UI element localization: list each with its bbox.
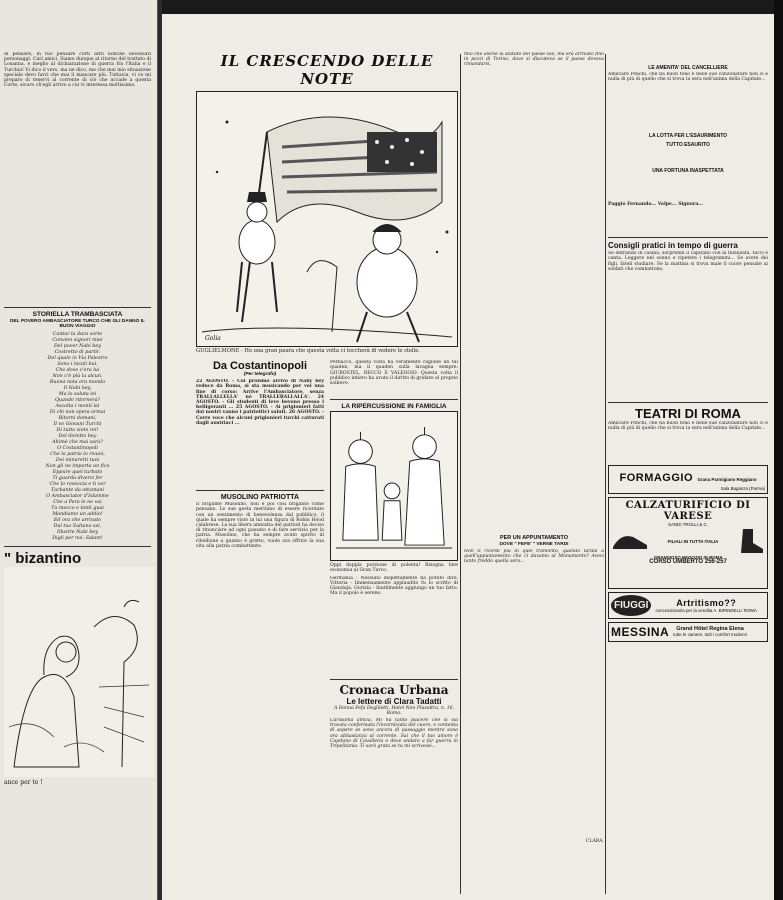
classifica: Paggio Fernando... Volpe... Signora... bbox=[608, 202, 704, 207]
poem-line: Del doretto bey bbox=[58, 434, 97, 439]
ripercussione-title: LA RIPERCUSSIONE IN FAMIGLIA bbox=[341, 403, 447, 411]
left-bottom-illustration bbox=[4, 567, 154, 777]
ad-formaggio bbox=[608, 465, 768, 494]
ad-artritismo-sub: concessionaria per la vendita A. BIRINDELLI ROMA bbox=[655, 608, 757, 614]
musolino-body: Il brigante Musolino, non è poi così brigante come pensano. Le sue gesta meritano di essere ricordate con un sentimento di benevolenza dal pubblico, il quale ha sempre visto in lui una figura di Robin Hood calabrese. La sua libera amnistia del patrioti ha deciso di rinunciare ad ogni passato e di fare servizio per la patria. Musolino, che ha sempre avuto spirito di ribellione a quanto è gretto, vuole ora offrire la sua vita alla patria combattente. bbox=[196, 502, 324, 549]
letters-title: Le lettere di Clara Tadatti bbox=[346, 696, 442, 706]
poem-line: Ahimè che mai sarà? bbox=[52, 440, 103, 445]
poem-line: Dei minaretti tuoi bbox=[55, 458, 100, 463]
poem-line: Sono i locali bui, bbox=[57, 362, 98, 367]
ripercussione-body: Germania - Nessuno dispettamente ha potuto dire. Vittoria - Immensamente applaudito fu lo scritto di Gianduja. Gorizia - Inutilmente aggiungo un tuo fatto. Ma il popolo è sereno. bbox=[330, 575, 458, 597]
ad-artritismo bbox=[608, 592, 768, 619]
ad-messina-hotel: Grand Hôtel Regina Elena bbox=[676, 626, 744, 633]
poem-line: Buona nota era mondo bbox=[49, 380, 106, 385]
column-rule bbox=[605, 54, 606, 894]
right-col-text: mio che anche la statuto del paese oso, ma era arrivato fino in pezzi di Torino, dove si discuteva se il paese doveva rimandarsi. bbox=[464, 52, 604, 68]
poem-line: Turbante da ottomani bbox=[50, 488, 104, 493]
ad-calzaturificio-negozio: GRANDIOSO NEGOZIO IN ROMA bbox=[653, 555, 723, 561]
ad-calzaturificio-filiali: FILIALI IN TUTTA ITALIA bbox=[667, 538, 719, 544]
lotta-title: LA LOTTA PER L'ESAURIMENTO bbox=[648, 133, 728, 139]
letters-body: Carissima amica, Mi ha tanto piacere che si sia trovata confermata l'incorniciata del cuore, e contenta di sapere se sono ancora di passaggio mentre sono ora abbastanza al corrente. Sai che il tuo amore è Capitano di Cavalleria e deve andare a far guerra in Tripolitania. Ti sarò grata se tu mi scrivessi... bbox=[330, 718, 458, 750]
fortuna-title: UNA FORTUNA INASPETTATA bbox=[652, 168, 724, 174]
divider bbox=[330, 399, 458, 400]
ripercussione-illustration bbox=[330, 411, 458, 561]
poem-line: Ritorni domani, bbox=[58, 416, 97, 421]
poem-line: Dal tuo Sultano sei, bbox=[53, 524, 102, 529]
ad-messina-title: MESSINA bbox=[611, 625, 670, 640]
poem-line: Del quale in Via Palestro bbox=[47, 356, 108, 361]
poem-line: Cantar la dura sorte bbox=[52, 332, 103, 337]
left-poem bbox=[4, 332, 151, 542]
divider bbox=[196, 490, 324, 491]
left-opening-text: di pensare, in tuo pensare corti altri nonché necessari personaggi. Cari amici, Siamo dunque al ritorno del trattato di Losanna, e meglio al dichiarazione di guerra fra l'Italia e il Turchia! Vi dico il vero, ma ne dico, me che mai mio situazione speciale devo farvi che mai il mancare più. Tuttavia, vi ce mi preparo di tenervi al corrente di ciò che accade a questa Corte, sicuro ch'egli arrivo a cui vi interessa moltissimo. bbox=[4, 52, 151, 89]
poem-line: Quando ritornerà? bbox=[54, 398, 101, 403]
poem-line: Ascolta i monti lai bbox=[55, 404, 100, 409]
column-rule bbox=[460, 54, 461, 894]
poem-line: Mandiamo un addio! bbox=[52, 512, 103, 517]
poem-line: Tu mocco e tanti guai bbox=[51, 506, 104, 511]
cartoon-frame bbox=[196, 91, 458, 347]
poem-line: Non gli ne importa un fico bbox=[45, 464, 110, 469]
poem-line: Ed ora che arrivato bbox=[53, 518, 102, 523]
left-bottom-caption: ance per te ! bbox=[4, 779, 43, 786]
poem-line: Costretto di partir. bbox=[54, 350, 101, 355]
divider bbox=[4, 307, 151, 308]
poem-line: O Ambasciator d'Islamme bbox=[46, 494, 109, 499]
poem-line: Illustre Nabi bey bbox=[57, 530, 98, 535]
teatri-title: TEATRI DI ROMA bbox=[635, 406, 741, 422]
poem-line: Il vo Giovani Turchi bbox=[53, 422, 102, 427]
column-center bbox=[464, 52, 604, 844]
poem-line: Eppure quel turbato bbox=[52, 470, 103, 475]
cartoon-illustration bbox=[197, 92, 457, 346]
poem-line: Che lo rovescia e ti ver bbox=[49, 482, 106, 487]
page-edge bbox=[774, 0, 783, 900]
consigli-title: Consigli pratici in tempo di guerra bbox=[608, 241, 738, 251]
poem-line: Di tutto siete rei! bbox=[56, 428, 99, 433]
ad-messina-sub: tutte le camere, tutti i comfort moderni bbox=[673, 632, 747, 638]
boot-icon bbox=[735, 527, 765, 555]
middle-top-text: Perbacco, questa volta ha veramente ragione un tal quaden, ma il quaden sulla lavagna sempre: GIUBOSTEL, RECCO E VALEGGIO. Questa volta il pubblico intiero ha avuto il diritto di gridare al proprio sollievo. bbox=[330, 360, 458, 387]
costantinopoli-title: Da Costantinopoli bbox=[212, 360, 308, 373]
appuntamento-title: PER UN APPUNTAMENTO bbox=[499, 535, 569, 541]
costantinopoli-subtitle: (Per telegrafo) bbox=[243, 372, 277, 378]
letter-signature: CLARA. bbox=[585, 839, 604, 844]
notes-text bbox=[608, 72, 768, 130]
poem-line: Che a Pera le ne vai bbox=[53, 500, 102, 505]
left-page bbox=[0, 0, 158, 900]
appuntamento-body: Non ti ricordi più di quel tramonto, quando tardai a quell'appuntamento che ci davamo al Monumento? Avevi tanto freddo quella sera... bbox=[464, 549, 604, 565]
ad-formaggio-sub: Grana Parmigiano Reggiano bbox=[697, 477, 757, 483]
notes-title: LE AMENITA' DEL CANCELLIERE bbox=[648, 65, 728, 71]
ad-formaggio-addr: Sala Baganza (Parma) bbox=[720, 486, 765, 492]
poem-line: Non c'è più la alcun. bbox=[52, 374, 103, 379]
poem-line: Che dove c'era lui bbox=[55, 368, 100, 373]
cartoon-caption: GUGLIELMONE - Ho una gran paura che questa volta ci toccherà di vedere le stelle. bbox=[196, 348, 420, 354]
notes-body: Amilcare Ponchi, che ha buon tono e nelle sue canzonature non ci è nulla di più di quello che si trova la sera nell'anima della Capitale... bbox=[608, 72, 768, 83]
cartoon-signature: Golia bbox=[205, 335, 221, 342]
column-left bbox=[196, 52, 458, 832]
poem-line: O Costantinopoli bbox=[57, 446, 98, 451]
column-right bbox=[608, 62, 768, 645]
musolino-title: MUSOLINO PATRIOTTA bbox=[220, 494, 300, 502]
ad-artritismo-title: Artritismo?? bbox=[676, 598, 737, 609]
poem-line: Di chi non spera ormai bbox=[49, 410, 106, 415]
divider bbox=[330, 679, 458, 680]
poem-line: Digli per noi: Salam! bbox=[52, 536, 103, 541]
ad-messina bbox=[608, 622, 768, 642]
main-page bbox=[162, 14, 774, 900]
shoe-icon bbox=[611, 529, 651, 553]
appuntamento-subtitle: DOVE " FEFE' " VERNE TARDI bbox=[499, 542, 569, 547]
ad-fiuggi: FIUGGI bbox=[611, 595, 651, 616]
poem-line: Ti guarda diversi fer bbox=[52, 476, 103, 481]
ripercussione-caption: Oppi doppia porzione di polenta! Bisogna fare economia al Gran Turco. bbox=[330, 563, 458, 574]
ad-calzaturificio-sub: SANDI TROLLI & C. bbox=[668, 522, 708, 528]
divider bbox=[608, 402, 768, 403]
left-section-subtitle: DEL POVERO AMBASCIATORE TURCO CHE GLI DANNO IL BUON VIAGGIO bbox=[10, 319, 145, 329]
costantinopoli-body: 22 AGOSTO. - Col proismo arrivo di Naby bey reduce da Roma, si sta musicando per voi una fine di corso: Arrive l'Ambasciatore, senza TRALLALLELLA' né TRALLERALLALLA'. 24 AGOSTO. - Gli studenti di leve bevono presso i belligeranti ... 25 AGOSTO. - Ai prigionieri fatti dai nostri vanno i patriottici saluti. 26 AGOSTO. - Corre voce che alcuni prigionieri turchi catturati dagli austriaci ... bbox=[196, 379, 324, 426]
left-bottom-headline: " bizantino bbox=[4, 550, 82, 567]
poem-line: Ma lo saluta lei bbox=[58, 392, 97, 397]
poem-line: Che la patria lo rivuoi, bbox=[50, 452, 105, 457]
cronaca-title: Cronaca Urbana bbox=[339, 682, 449, 697]
teatri-body: Amilcare Ponchi, che ha buon tono e nelle sue canzonature non ci è nulla di più di quello che si trova la sera nell'anima della Capitale... bbox=[608, 421, 768, 432]
ad-formaggio-title: FORMAGGIO bbox=[619, 472, 694, 485]
ad-calzaturificio bbox=[608, 497, 768, 589]
poem-line: Il Nabi bey, bbox=[63, 386, 92, 391]
letters-address: A Donna Fefa Degliletti, Hotel Non Plusultra, n. 16, Roma. bbox=[333, 705, 455, 716]
consigli-body: Se entrando in casina, sorprendi il capitano con la fidanzata, tacci e canta. Leggere nel sonno e ripetere i telegrammi... Se avete dei figli, fateli studiare. Se la mattina si trova male il cuore pensate ai soldati che combattono. bbox=[608, 251, 768, 272]
cartoon-title: IL CRESCENDO DELLE NOTE bbox=[220, 52, 434, 88]
left-section-title: STORIELLA TRAMBASCIATA bbox=[32, 311, 123, 318]
divider bbox=[608, 237, 768, 238]
tutto-esaurito: TUTTO ESAURITO bbox=[666, 142, 710, 148]
ad-calzaturificio-title: CALZATURIFICIO DI VARESE bbox=[625, 500, 751, 523]
ad-calzaturificio-addr: CORSO UMBERTO 256-257 bbox=[649, 559, 727, 566]
poem-line: Convien signori miei bbox=[52, 338, 103, 343]
poem-line: Del pover Nabi bey bbox=[54, 344, 101, 349]
divider bbox=[4, 546, 151, 547]
